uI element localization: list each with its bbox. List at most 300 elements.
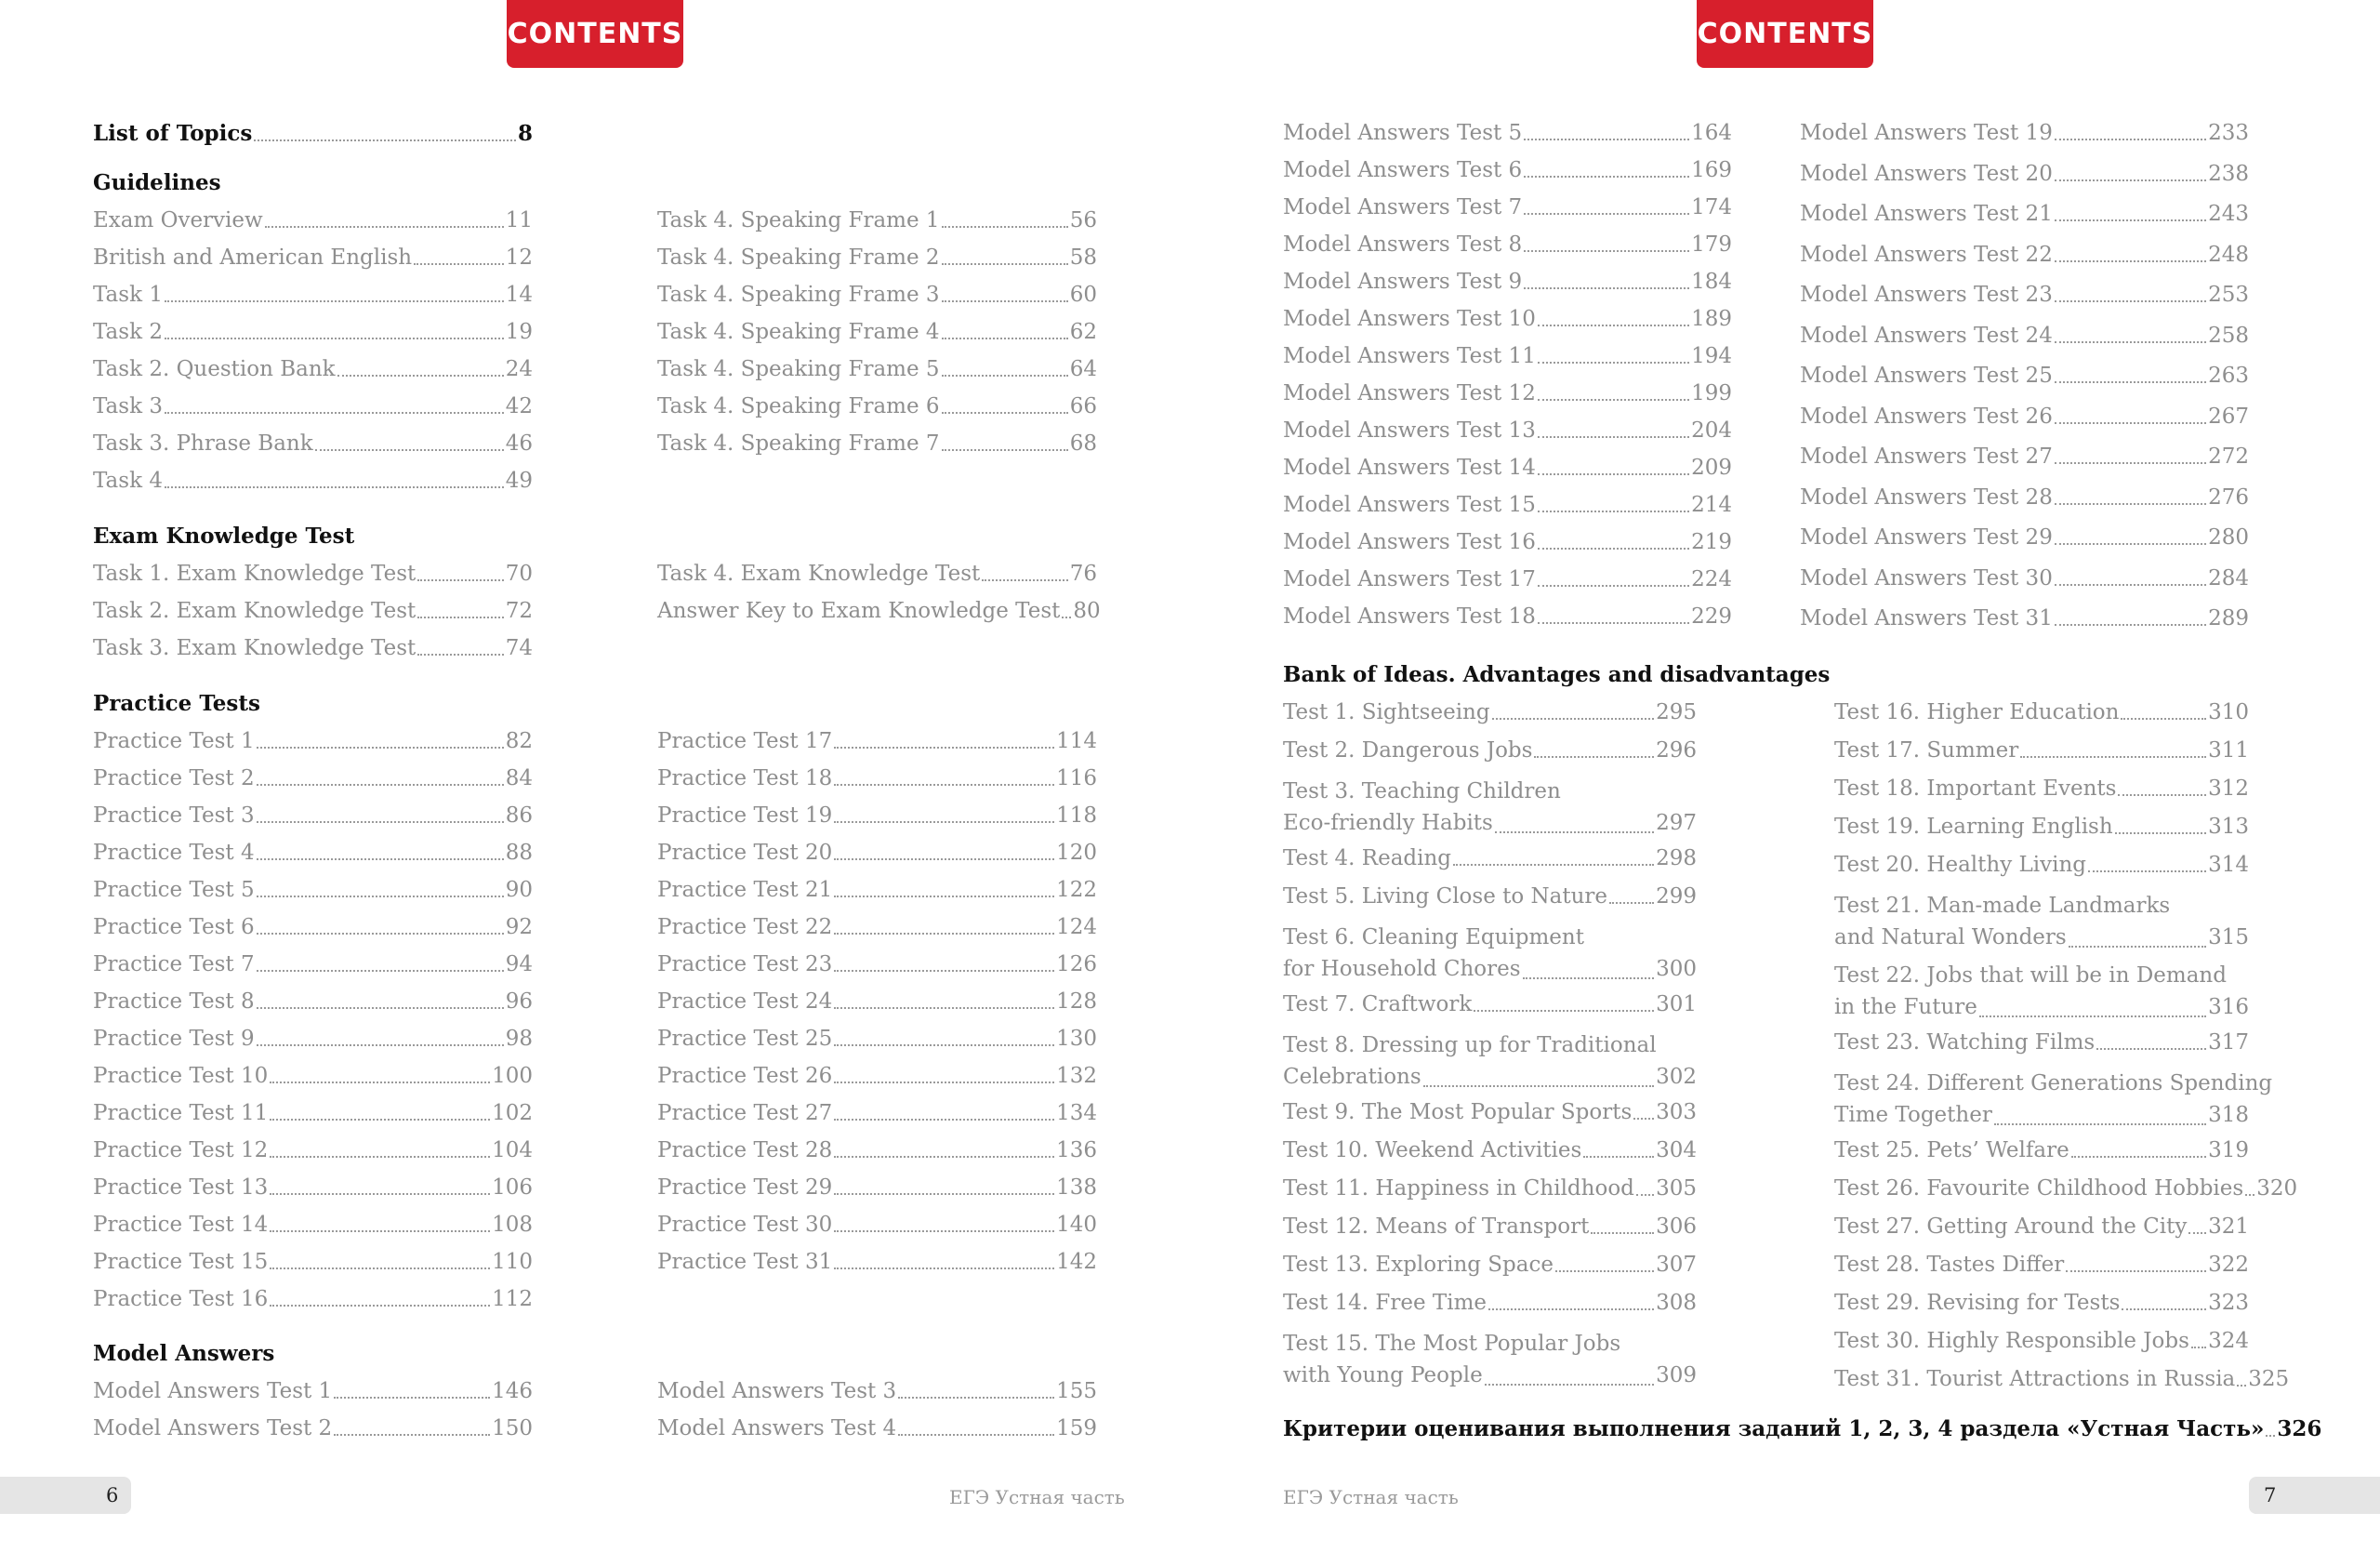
dot-leader: [257, 896, 504, 897]
entry-page: 310: [2208, 700, 2249, 724]
entry-title: Model Answers Test 18: [1283, 604, 1536, 629]
toc-entry[interactable]: [1283, 737, 1697, 763]
entry-title-line1: Test 24. Different Generations Spending: [1834, 1071, 2273, 1095]
dot-leader: [834, 1193, 1054, 1195]
toc-entry[interactable]: [1834, 1366, 2290, 1392]
entry-page: 19: [505, 320, 533, 344]
entry-title: Model Answers Test 4: [657, 1416, 897, 1440]
entry-title: Test 27. Getting Around the City: [1834, 1214, 2188, 1239]
toc-entry[interactable]: [1834, 1068, 2273, 1131]
toc-entry[interactable]: [1283, 776, 1697, 839]
toc-entry[interactable]: [1283, 922, 1697, 985]
dot-leader: [1538, 473, 1689, 475]
entry-page: 276: [2208, 484, 2249, 510]
entry-page: 82: [505, 729, 533, 753]
dot-leader: [1523, 977, 1655, 979]
toc-entry[interactable]: [93, 598, 533, 624]
entry-page: 326: [2277, 1416, 2322, 1441]
entry-page: 317: [2208, 1030, 2249, 1055]
entry-title: Model Answers Test 31: [1800, 606, 2053, 630]
toc-entry[interactable]: [1283, 1214, 1697, 1240]
dot-leader: [1474, 1010, 1654, 1012]
entry-page: 136: [1056, 1138, 1097, 1162]
entry-title-line2: [1283, 1061, 1697, 1093]
entry-page: 88: [505, 841, 533, 865]
entry-page: 110: [492, 1250, 533, 1274]
toc-entry[interactable]: [1800, 242, 2249, 268]
toc-entry[interactable]: [93, 877, 533, 903]
dot-leader: [942, 412, 1068, 414]
toc-entry[interactable]: [1283, 157, 1732, 183]
toc-entry[interactable]: [1834, 1029, 2249, 1055]
dot-leader: [1485, 1384, 1654, 1386]
entry-title: Exam Overview: [93, 208, 263, 232]
entry-page: 118: [1056, 803, 1097, 828]
entry-title: Test 9. The Most Popular Sports: [1283, 1100, 1633, 1124]
entry-title: Practice Test 26: [657, 1064, 833, 1088]
dot-leader: [834, 1044, 1054, 1046]
entry-page: 325: [2248, 1367, 2290, 1391]
entry-title: Test 23. Watching Films: [1834, 1030, 2096, 1055]
toc-entry[interactable]: [657, 951, 1097, 977]
dot-leader: [2055, 624, 2206, 626]
toc-entry[interactable]: [657, 282, 1097, 308]
entry-title: Test 1. Sightseeing: [1283, 700, 1490, 724]
toc-entry[interactable]: [1834, 737, 2249, 763]
entry-title: Model Answers Test 9: [1283, 270, 1523, 294]
dot-leader: [2115, 832, 2206, 834]
entry-page: 243: [2208, 202, 2249, 226]
entry-page: 64: [1069, 357, 1097, 381]
entry-title: Task 3: [93, 394, 163, 418]
toc-entry[interactable]: [657, 877, 1097, 903]
toc-entry[interactable]: [657, 765, 1097, 791]
dot-leader: [1994, 1123, 2206, 1125]
dot-leader: [270, 1193, 490, 1195]
dot-leader: [2055, 462, 2206, 464]
toc-entry[interactable]: [657, 1415, 1097, 1441]
toc-entry[interactable]: [93, 951, 533, 977]
entry-page: 100: [492, 1064, 533, 1088]
toc-entry[interactable]: [1283, 1137, 1697, 1163]
dot-leader: [1524, 176, 1689, 178]
toc-entry[interactable]: [657, 431, 1097, 457]
toc-entry[interactable]: [657, 1212, 1097, 1238]
toc-entry[interactable]: [93, 1212, 533, 1238]
entry-title: Model Answers Test 5: [1283, 121, 1523, 145]
entry-title: with Young People: [1283, 1363, 1483, 1387]
entry-title: Practice Test 21: [657, 878, 833, 902]
toc-entry[interactable]: [93, 989, 533, 1015]
entry-title: Task 4. Exam Knowledge Test: [657, 562, 981, 586]
toc-entry[interactable]: [1834, 814, 2249, 840]
toc-entry[interactable]: [1834, 1290, 2249, 1316]
dot-leader: [1062, 617, 1071, 618]
entry-title: Model Answers Test 12: [1283, 381, 1536, 405]
entry-page: 284: [2208, 565, 2249, 591]
dot-leader: [417, 654, 503, 656]
dot-leader: [1495, 831, 1654, 833]
toc-entry[interactable]: [93, 1378, 533, 1404]
toc-entry[interactable]: [1283, 1029, 1697, 1093]
entry-page: 224: [1691, 567, 1732, 591]
toc-entry[interactable]: [93, 1063, 533, 1089]
dot-leader: [2055, 503, 2206, 505]
entry-page: 296: [1656, 738, 1697, 763]
entry-title: Model Answers Test 10: [1283, 307, 1536, 331]
toc-entry[interactable]: [657, 840, 1097, 866]
toc-entry[interactable]: [657, 989, 1097, 1015]
toc-entry[interactable]: [657, 1063, 1097, 1089]
toc-entry[interactable]: [657, 1174, 1097, 1201]
entry-page: 304: [1656, 1138, 1697, 1162]
entry-title: Test 7. Craftwork: [1283, 992, 1473, 1016]
toc-entry[interactable]: [1283, 306, 1732, 332]
dot-leader: [1423, 1085, 1654, 1087]
entry-title: Task 2: [93, 320, 163, 344]
entry-page: 258: [2208, 323, 2249, 348]
toc-entry[interactable]: [93, 319, 533, 345]
entry-title: Practice Test 25: [657, 1027, 833, 1051]
toc-entry[interactable]: [1800, 484, 2249, 511]
toc-entry[interactable]: [657, 561, 1097, 587]
toc-entry[interactable]: [657, 245, 1097, 271]
entry-title: Practice Test 9: [93, 1027, 255, 1051]
toc-entry[interactable]: [1834, 1328, 2249, 1354]
entry-title: Model Answers Test 11: [1283, 344, 1536, 368]
toc-entry[interactable]: [93, 393, 533, 419]
entry-title: Model Answers Test 21: [1800, 202, 2053, 226]
toc-entry[interactable]: [1283, 492, 1732, 518]
dot-leader: [2055, 341, 2206, 343]
entry-title: in the Future: [1834, 995, 1977, 1019]
entry-title: Test 30. Highly Responsible Jobs: [1834, 1329, 2189, 1353]
toc-entry[interactable]: [1834, 960, 2249, 1023]
toc-entry[interactable]: [1834, 776, 2249, 802]
toc-entry[interactable]: [1800, 444, 2249, 470]
toc-entry[interactable]: [1283, 1290, 1697, 1316]
toc-entry[interactable]: [1283, 343, 1732, 369]
toc-entry[interactable]: [1800, 282, 2249, 308]
dot-leader: [1524, 287, 1689, 289]
entry-page: 146: [492, 1379, 533, 1403]
toc-entry[interactable]: [93, 1249, 533, 1275]
entry-page: 302: [1656, 1065, 1697, 1089]
toc-entry[interactable]: [93, 1415, 533, 1441]
dot-leader: [834, 933, 1054, 935]
entry-title: Practice Test 7: [93, 952, 255, 976]
toc-entry[interactable]: [93, 765, 533, 791]
entry-title: Practice Test 4: [93, 841, 255, 865]
entry-title: Practice Test 31: [657, 1250, 833, 1274]
dot-leader: [2088, 870, 2206, 872]
toc-entry[interactable]: [1283, 1328, 1697, 1391]
dot-leader: [257, 747, 504, 749]
entry-page: 76: [1069, 562, 1097, 586]
entry-title: Task 4. Speaking Frame 1: [657, 208, 940, 232]
dot-leader: [257, 784, 504, 786]
toc-entry[interactable]: [1800, 161, 2249, 187]
entry-page: 272: [2208, 445, 2249, 469]
toc-entry[interactable]: [1283, 1099, 1697, 1125]
entry-page: 311: [2208, 738, 2249, 763]
entry-page: 116: [1056, 766, 1097, 790]
toc-entry[interactable]: [1834, 1252, 2249, 1278]
entry-page: 280: [2208, 525, 2249, 550]
entry-title: Practice Test 15: [93, 1250, 269, 1274]
toc-entry[interactable]: [93, 431, 533, 457]
toc-entry[interactable]: [93, 282, 533, 308]
entry-page: 80: [1073, 599, 1101, 623]
entry-title: Practice Test 11: [93, 1101, 269, 1125]
toc-entry[interactable]: [93, 245, 533, 271]
dot-leader: [165, 300, 504, 302]
dot-leader: [270, 1082, 490, 1083]
dot-leader: [270, 1267, 490, 1269]
entry-title: Test 12. Means of Transport: [1283, 1214, 1590, 1239]
dot-leader: [270, 1305, 490, 1307]
entry-title: Test 25. Pets’ Welfare: [1834, 1138, 2069, 1162]
toc-entry[interactable]: [1283, 194, 1732, 220]
entry-title: Task 4. Speaking Frame 6: [657, 394, 940, 418]
entry-page: 199: [1691, 381, 1732, 405]
dot-leader: [2055, 219, 2206, 221]
toc-entry[interactable]: [657, 803, 1097, 829]
toc-entry[interactable]: [1834, 1137, 2249, 1163]
dot-leader: [265, 226, 504, 228]
toc-entry[interactable]: [1283, 380, 1732, 406]
toc-entry[interactable]: [93, 914, 533, 940]
toc-entry[interactable]: [93, 468, 533, 494]
toc-entry[interactable]: [657, 1137, 1097, 1163]
page-number: 6: [106, 1484, 119, 1506]
toc-entry[interactable]: [657, 598, 1101, 624]
toc-entry[interactable]: [1834, 699, 2249, 725]
toc-entry[interactable]: [93, 207, 533, 233]
entry-title: Practice Test 14: [93, 1213, 269, 1237]
toc-entry[interactable]: [93, 1100, 533, 1126]
dot-leader: [1636, 1194, 1654, 1196]
toc-entry[interactable]: [1283, 120, 1732, 146]
entry-title: Practice Test 29: [657, 1175, 833, 1200]
toc-entry[interactable]: [1283, 529, 1732, 555]
entry-title: Model Answers Test 7: [1283, 195, 1523, 219]
entry-title: for Household Chores: [1283, 957, 1521, 981]
toc-entry[interactable]: [1283, 699, 1697, 725]
entry-title: Practice Test 10: [93, 1064, 269, 1088]
entry-title: Practice Test 12: [93, 1138, 269, 1162]
toc-entry[interactable]: [1283, 1175, 1697, 1201]
toc-entry[interactable]: [1283, 455, 1732, 481]
entry-page: 140: [1056, 1213, 1097, 1237]
toc-entry[interactable]: [1800, 565, 2249, 591]
entry-page: 267: [2208, 404, 2249, 429]
entry-page: 72: [505, 599, 533, 623]
dot-leader: [1524, 139, 1689, 140]
toc-entry[interactable]: [93, 803, 533, 829]
dot-leader: [165, 486, 504, 488]
entry-page: 159: [1056, 1416, 1097, 1440]
toc-entry[interactable]: [1283, 418, 1732, 444]
page-number-tab: [2249, 1477, 2380, 1514]
entry-title-line2: [1283, 1360, 1697, 1391]
entry-title: Test 11. Happiness in Childhood: [1283, 1176, 1634, 1201]
dot-leader: [1538, 622, 1689, 624]
dot-leader: [417, 617, 503, 618]
entry-page: 229: [1691, 604, 1732, 629]
dot-leader: [1453, 864, 1654, 866]
toc-entry[interactable]: [93, 1026, 533, 1052]
entry-page: 94: [505, 952, 533, 976]
entry-page: 306: [1656, 1214, 1697, 1239]
entry-title: Model Answers Test 1: [93, 1379, 333, 1403]
entry-page: 70: [505, 562, 533, 586]
entry-title: Practice Test 6: [93, 915, 255, 939]
entry-title: Practice Test 27: [657, 1101, 833, 1125]
entry-page: 24: [505, 357, 533, 381]
section-heading-exam-knowledge-test: Exam Knowledge Test: [93, 524, 355, 549]
page-number: 7: [2264, 1484, 2277, 1506]
contents-banner: CONTENTS: [507, 0, 683, 68]
toc-entry[interactable]: [93, 561, 533, 587]
entry-title: Model Answers Test 30: [1800, 565, 2053, 591]
dot-leader: [165, 338, 504, 339]
entry-title: Model Answers Test 17: [1283, 567, 1536, 591]
entry-title: Practice Test 19: [657, 803, 833, 828]
dot-leader: [257, 933, 504, 935]
dot-leader: [942, 263, 1068, 265]
toc-entry[interactable]: [93, 1137, 533, 1163]
toc-entry[interactable]: [1800, 323, 2249, 349]
entry-page: 194: [1691, 344, 1732, 368]
toc-entry-criteria[interactable]: [1283, 1416, 2322, 1442]
dot-leader: [270, 1119, 490, 1121]
entry-title: Test 13. Exploring Space: [1283, 1253, 1554, 1277]
toc-entry-list-of-topics[interactable]: [93, 121, 533, 147]
entry-page: 120: [1056, 841, 1097, 865]
toc-entry[interactable]: [657, 1378, 1097, 1404]
toc-entry[interactable]: [657, 1026, 1097, 1052]
toc-entry[interactable]: [657, 393, 1097, 419]
entry-page: 219: [1691, 530, 1732, 554]
toc-entry[interactable]: [1283, 991, 1697, 1017]
dot-leader: [834, 747, 1054, 749]
toc-entry[interactable]: [1800, 120, 2249, 146]
entry-page: 108: [492, 1213, 533, 1237]
entry-page: 56: [1069, 208, 1097, 232]
entry-title: Time Together: [1834, 1103, 1992, 1127]
entry-title: Model Answers Test 28: [1800, 484, 2053, 510]
dot-leader: [834, 784, 1054, 786]
entry-title-line2: [1834, 1099, 2249, 1131]
toc-entry[interactable]: [1283, 269, 1732, 295]
dot-leader: [1488, 1308, 1654, 1310]
entry-page: 322: [2208, 1253, 2249, 1277]
dot-leader: [2055, 381, 2206, 383]
entry-page: 124: [1056, 915, 1097, 939]
entry-title: Test 19. Learning English: [1834, 815, 2113, 839]
toc-entry[interactable]: [1800, 201, 2249, 227]
toc-entry[interactable]: [657, 728, 1097, 754]
toc-entry[interactable]: [93, 728, 533, 754]
toc-entry[interactable]: [657, 1249, 1097, 1275]
toc-entry[interactable]: [1283, 566, 1732, 592]
entry-title: Answer Key to Exam Knowledge Test: [657, 599, 1061, 623]
toc-entry[interactable]: [93, 635, 533, 661]
entry-title: Model Answers Test 24: [1800, 323, 2053, 348]
entry-page: 299: [1656, 884, 1697, 909]
toc-entry[interactable]: [1800, 404, 2249, 430]
toc-entry[interactable]: [657, 356, 1097, 382]
entry-title: Eco-friendly Habits: [1283, 811, 1493, 835]
toc-entry[interactable]: [1834, 890, 2249, 953]
dot-leader: [2118, 794, 2206, 796]
entry-title: List of Topics: [93, 121, 253, 146]
toc-entry[interactable]: [1283, 604, 1732, 630]
dot-leader: [414, 263, 504, 265]
toc-entry[interactable]: [657, 914, 1097, 940]
dot-leader: [2055, 260, 2206, 262]
toc-entry[interactable]: [1800, 363, 2249, 389]
entry-title: Practice Test 13: [93, 1175, 269, 1200]
entry-page: 130: [1056, 1027, 1097, 1051]
dot-leader: [2055, 543, 2206, 545]
toc-entry[interactable]: [1800, 605, 2249, 631]
entry-title: Model Answers Test 15: [1283, 493, 1536, 517]
entry-title: Test 20. Healthy Living: [1834, 853, 2087, 877]
toc-entry[interactable]: [657, 207, 1097, 233]
entry-page: 98: [505, 1027, 533, 1051]
entry-page: 308: [1656, 1291, 1697, 1315]
entry-page: 324: [2208, 1329, 2249, 1353]
entry-page: 174: [1691, 195, 1732, 219]
entry-title: Practice Test 20: [657, 841, 833, 865]
toc-entry[interactable]: [1283, 845, 1697, 871]
dot-leader: [898, 1397, 1054, 1399]
toc-entry[interactable]: [1283, 232, 1732, 258]
section-heading-model-answers: Model Answers: [93, 1341, 275, 1366]
entry-title: Model Answers Test 19: [1800, 121, 2053, 145]
toc-entry[interactable]: [1283, 883, 1697, 909]
entry-title: Task 4. Speaking Frame 5: [657, 357, 940, 381]
entry-title: Practice Test 18: [657, 766, 833, 790]
entry-title: British and American English: [93, 246, 413, 270]
toc-entry[interactable]: [93, 840, 533, 866]
entry-title: Practice Test 30: [657, 1213, 833, 1237]
dot-leader: [1538, 362, 1689, 364]
toc-entry[interactable]: [657, 1100, 1097, 1126]
toc-entry[interactable]: [93, 1174, 533, 1201]
dot-leader: [942, 375, 1068, 377]
entry-page: 312: [2208, 776, 2249, 801]
toc-entry[interactable]: [657, 319, 1097, 345]
toc-entry[interactable]: [1800, 524, 2249, 551]
dot-leader: [834, 1007, 1054, 1009]
entry-title-line2: [1283, 807, 1697, 839]
entry-page: 126: [1056, 952, 1097, 976]
toc-entry[interactable]: [93, 1286, 533, 1312]
entry-title: and Natural Wonders: [1834, 925, 2067, 949]
entry-page: 295: [1656, 700, 1697, 724]
entry-page: 114: [1056, 729, 1097, 753]
entry-title: Test 16. Higher Education: [1834, 700, 2120, 724]
toc-entry[interactable]: [1834, 1214, 2249, 1240]
toc-entry[interactable]: [1834, 852, 2249, 878]
toc-entry[interactable]: [93, 356, 533, 382]
toc-entry[interactable]: [1283, 1252, 1697, 1278]
toc-entry[interactable]: [1834, 1175, 2298, 1201]
dot-leader: [254, 139, 516, 141]
